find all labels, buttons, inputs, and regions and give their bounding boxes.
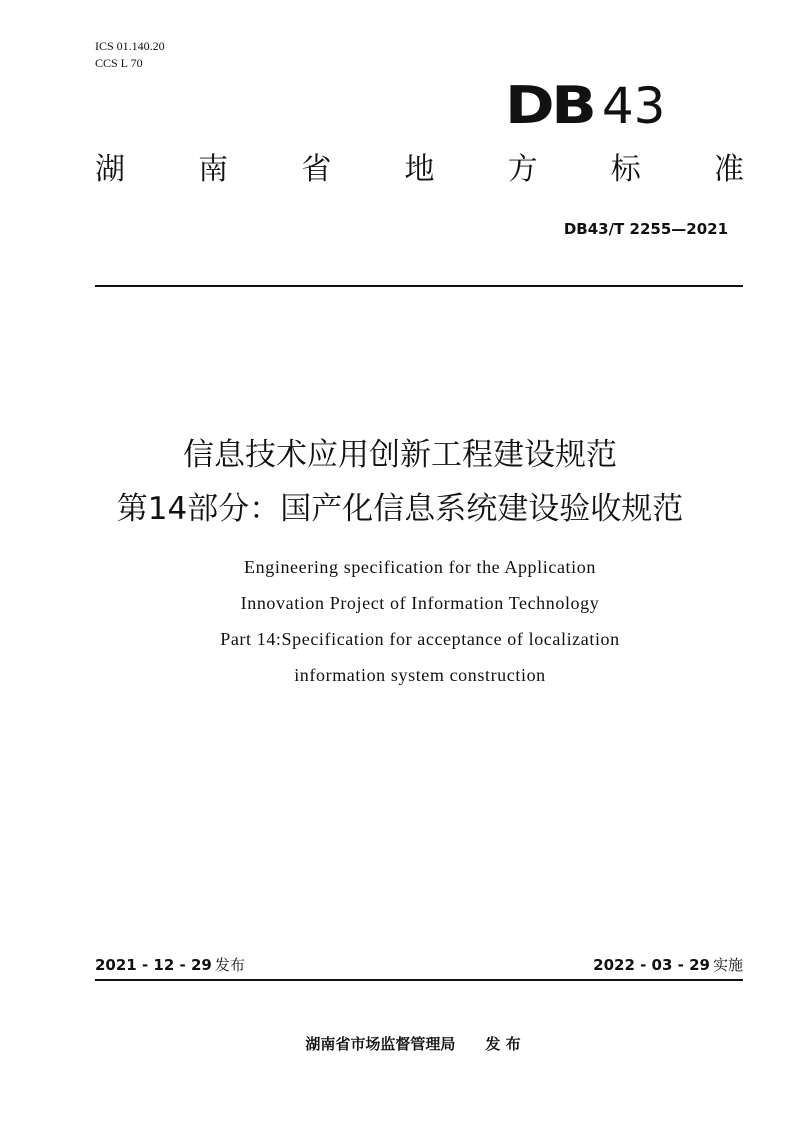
standard-type-char: 方 (507, 152, 538, 187)
title-en-line1: Engineering specification for the Application (244, 557, 596, 577)
issuing-authority: 湖南省市场监督管理局 (305, 1035, 456, 1053)
bottom-divider (95, 979, 743, 981)
implement-date-block (593, 955, 743, 976)
standard-type-char: 省 (301, 152, 332, 187)
standard-type-heading (95, 150, 744, 190)
standard-code: DB43/T 2255—2021 (563, 220, 728, 238)
db-logo (505, 72, 666, 136)
standard-type-char: 地 (404, 152, 435, 187)
province-number: 43 (601, 77, 666, 135)
issuing-action: 发 布 (485, 1035, 521, 1053)
ccs-code: CCS L 70 (95, 56, 143, 70)
publish-label: 发布 (214, 956, 245, 974)
title-en-line4: information system construction (294, 665, 546, 685)
standard-type-char: 南 (198, 152, 229, 187)
implement-date: 2022 - 03 - 29 (593, 956, 710, 974)
implement-label: 实施 (712, 956, 743, 974)
publish-date: 2021 - 12 - 29 (95, 956, 212, 974)
top-divider (95, 285, 743, 287)
title-cn-line2: 第14部分：国产化信息系统建设验收规范 (116, 491, 684, 527)
publish-date-block (95, 955, 245, 976)
ics-code: ICS 01.140.20 (95, 39, 165, 53)
title-en-line2: Innovation Project of Information Technology (240, 593, 600, 613)
title-cn-line1: 信息技术应用创新工程建设规范 (183, 437, 617, 473)
title-en-line3: Part 14:Specification for acceptance of localization (220, 629, 620, 649)
db-mark: DB (505, 76, 594, 136)
publisher-line (0, 1034, 800, 1054)
classification-codes (95, 38, 165, 72)
standard-type-char: 标 (610, 152, 641, 187)
standard-type-char: 准 (713, 152, 744, 187)
standard-type-char: 湖 (95, 152, 125, 187)
